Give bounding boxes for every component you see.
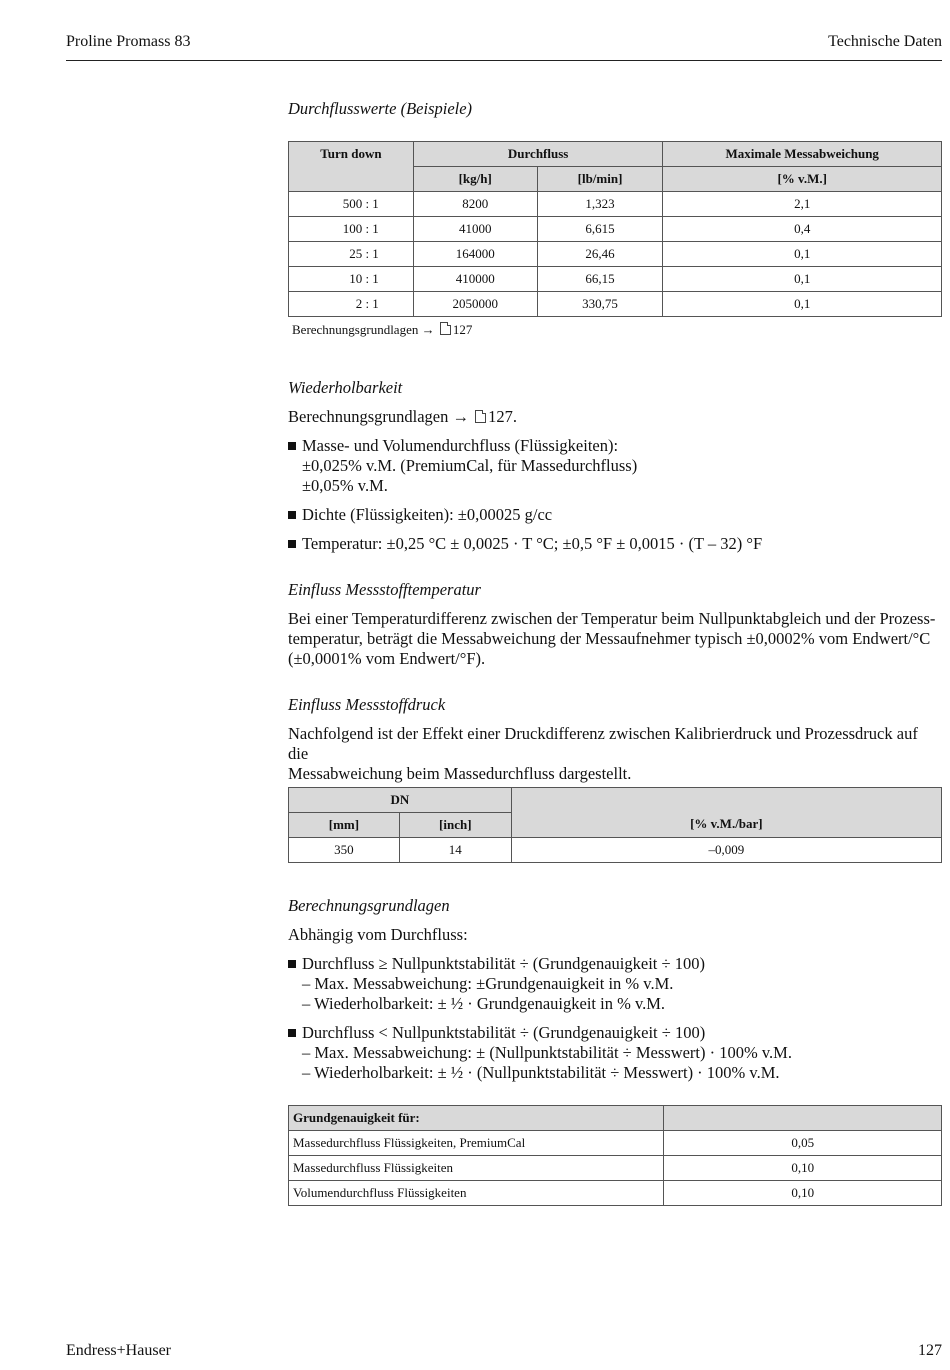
page-ref-icon	[440, 322, 451, 335]
paragraph-line: Nachfolgend ist der Effekt einer Druckdifferenz zwischen Kalibrierdruck und Prozessdruck auf die	[288, 724, 918, 763]
calc-list-wrap	[288, 954, 942, 1092]
bullet-text: Dichte (Flüssigkeiten): ±0,00025 g/cc	[302, 505, 553, 524]
cell: 10 : 1	[289, 267, 414, 292]
calc-title: Berechnungsgrundlagen	[288, 896, 450, 915]
table-row	[289, 292, 942, 317]
table-row	[289, 242, 942, 267]
repeat-list	[288, 436, 942, 554]
press-title: Einfluss Messstoffdruck	[288, 695, 446, 714]
page-ref-icon	[475, 410, 486, 423]
cell: 164000	[413, 242, 537, 267]
table-row	[289, 267, 942, 292]
accuracy-table-wrap	[288, 1105, 942, 1206]
repeat-title: Wiederholbarkeit	[288, 378, 403, 397]
table-row	[289, 1156, 942, 1181]
table-row	[289, 838, 942, 863]
cell: 41000	[413, 217, 537, 242]
cell: 410000	[413, 267, 537, 292]
cell: 2,1	[663, 192, 942, 217]
cell: 350	[289, 838, 400, 863]
col-dn: DN	[289, 788, 512, 813]
repeat-intro	[288, 407, 942, 427]
repeat-list-wrap	[288, 436, 942, 563]
cell: 0,1	[663, 292, 942, 317]
unit-mm: [mm]	[289, 813, 400, 838]
list-item	[288, 954, 942, 1014]
cell: 0,05	[664, 1131, 942, 1156]
cell: 500 : 1	[289, 192, 414, 217]
cell: 0,4	[663, 217, 942, 242]
footer-company: Endress+Hauser	[66, 1342, 171, 1359]
bullet-subtext: – Wiederholbarkeit: ± ½ · (Nullpunktstabilität ÷ Messwert) · 100% v.M.	[302, 1063, 780, 1082]
bullet-icon	[288, 1029, 296, 1037]
cell: 6,615	[537, 217, 663, 242]
col-flow: Durchfluss	[413, 142, 663, 167]
cell: 66,15	[537, 267, 663, 292]
press-table-wrap	[288, 787, 942, 863]
unit-pct: [% v.M.]	[663, 167, 942, 192]
flow-note-page: 127	[452, 322, 473, 337]
table-row	[289, 1131, 942, 1156]
header-product: Proline Promass 83	[66, 33, 191, 50]
flow-note	[292, 322, 946, 338]
paragraph-line: Messabweichung beim Massedurchfluss dargestellt.	[288, 764, 632, 783]
temp-title: Einfluss Messstofftemperatur	[288, 580, 481, 599]
bullet-icon	[288, 960, 296, 968]
paragraph-line: (±0,0001% vom Endwert/°F).	[288, 649, 486, 668]
unit-lbmin: [lb/min]	[537, 167, 663, 192]
table-row	[289, 217, 942, 242]
bullet-icon	[288, 540, 296, 548]
unit-kgh: [kg/h]	[413, 167, 537, 192]
bullet-text: Temperatur: ±0,25 °C ± 0,0025 · T °C; ±0,5 °F ± 0,0015 · (T – 32) °F	[302, 534, 763, 553]
table-row	[289, 1181, 942, 1206]
cell: Massedurchfluss Flüssigkeiten	[289, 1156, 664, 1181]
list-item	[288, 436, 942, 496]
cell: 0,10	[664, 1181, 942, 1206]
bullet-subtext: – Wiederholbarkeit: ± ½ · Grundgenauigkeit in % v.M.	[302, 994, 666, 1013]
cell: 14	[399, 838, 511, 863]
flow-table-wrap	[288, 141, 942, 317]
pressure-table	[288, 787, 942, 863]
flow-title: Durchflusswerte (Beispiele)	[288, 99, 473, 118]
list-item	[288, 505, 942, 525]
repeat-intro-text: Berechnungsgrundlagen →	[288, 407, 469, 426]
cell: Volumendurchfluss Flüssigkeiten	[289, 1181, 664, 1206]
table-row	[289, 192, 942, 217]
accuracy-header-empty	[664, 1106, 942, 1131]
cell: 2 : 1	[289, 292, 414, 317]
paragraph-line: Bei einer Temperaturdifferenz zwischen der Temperatur beim Nullpunktabgleich und der Prozess-	[288, 609, 936, 628]
cell: 330,75	[537, 292, 663, 317]
temp-paragraph	[288, 609, 942, 669]
press-paragraph	[288, 724, 942, 784]
bullet-text: ±0,025% v.M. (PremiumCal, für Massedurchfluss)	[302, 456, 638, 475]
bullet-subtext: – Max. Messabweichung: ± (Nullpunktstabilität ÷ Messwert) · 100% v.M.	[302, 1043, 792, 1062]
paragraph-line: temperatur, beträgt die Messabweichung der Messaufnehmer typisch ±0,0002% vom Endwert/°C	[288, 629, 931, 648]
bullet-text: Masse- und Volumendurchfluss (Flüssigkeiten):	[302, 436, 619, 455]
unit-inch: [inch]	[399, 813, 511, 838]
header-rule	[66, 60, 942, 61]
cell: 0,1	[663, 267, 942, 292]
list-item	[288, 534, 942, 554]
cell: 25 : 1	[289, 242, 414, 267]
cell: 2050000	[413, 292, 537, 317]
flow-table	[288, 141, 942, 317]
accuracy-header: Grundgenauigkeit für:	[289, 1106, 664, 1131]
calc-intro: Abhängig vom Durchfluss:	[288, 925, 468, 944]
bullet-icon	[288, 442, 296, 450]
cell: 1,323	[537, 192, 663, 217]
cell: Massedurchfluss Flüssigkeiten, PremiumCal	[289, 1131, 664, 1156]
calc-list	[288, 954, 942, 1083]
cell: 26,46	[537, 242, 663, 267]
header-section: Technische Daten	[828, 33, 942, 50]
bullet-text: Durchfluss < Nullpunktstabilität ÷ (Grundgenauigkeit ÷ 100)	[302, 1023, 706, 1042]
bullet-text: ±0,05% v.M.	[302, 476, 388, 495]
cell: 0,1	[663, 242, 942, 267]
bullet-icon	[288, 511, 296, 519]
repeat-intro-page: 127.	[488, 407, 517, 426]
unit-pct-bar: [% v.M./bar]	[511, 788, 941, 838]
list-item	[288, 1023, 942, 1083]
bullet-subtext: – Max. Messabweichung: ±Grundgenauigkeit in % v.M.	[302, 974, 674, 993]
cell: 100 : 1	[289, 217, 414, 242]
bullet-text: Durchfluss ≥ Nullpunktstabilität ÷ (Grundgenauigkeit ÷ 100)	[302, 954, 705, 973]
accuracy-table	[288, 1105, 942, 1206]
col-turn-down: Turn down	[289, 142, 414, 192]
col-max-error: Maximale Messabweichung	[663, 142, 942, 167]
cell: 0,10	[664, 1156, 942, 1181]
cell: –0,009	[511, 838, 941, 863]
footer-page-number: 127	[918, 1342, 942, 1359]
flow-note-text: Berechnungsgrundlagen →	[292, 322, 435, 337]
cell: 8200	[413, 192, 537, 217]
